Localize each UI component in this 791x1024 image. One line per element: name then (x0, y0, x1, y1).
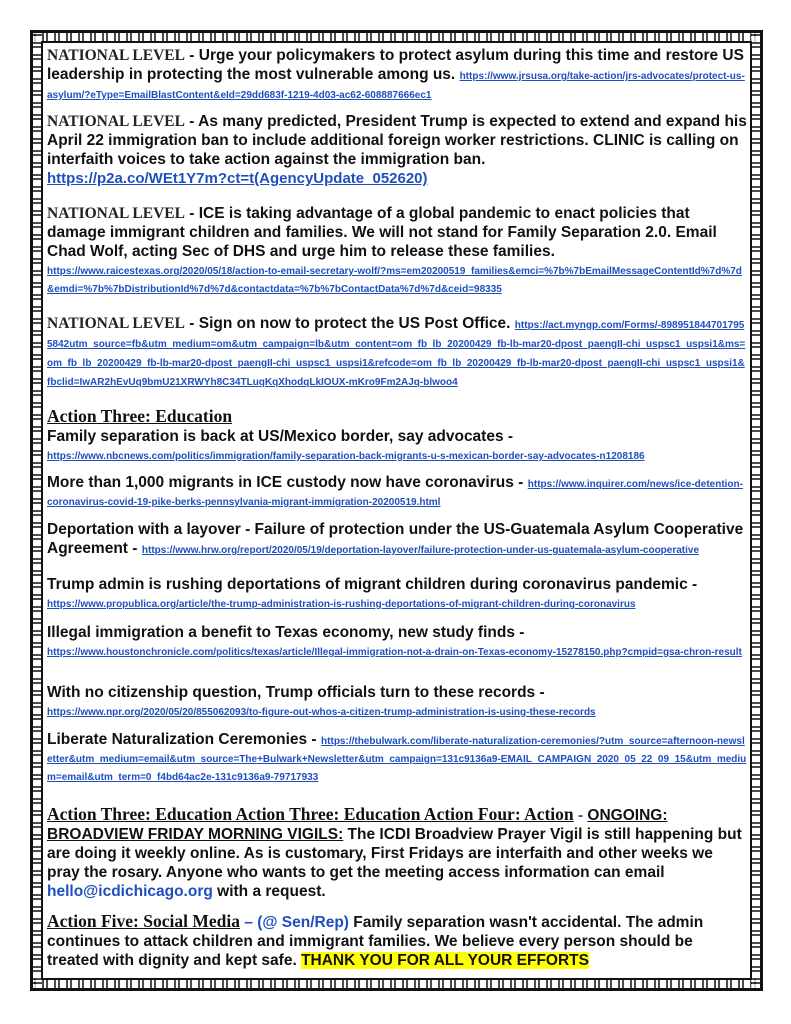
education-item-title: Deportation with a layover - Failure of protection under the US-Guatemala Asylum Cooperative Agreement - (47, 521, 744, 557)
education-item-7 (47, 730, 747, 785)
thank-you-highlight: THANK YOU FOR ALL YOUR EFFORTS (301, 952, 589, 969)
education-heading: Action Three: Education (47, 406, 233, 426)
national-item-2: NATIONAL LEVEL - As many predicted, President Trump is expected to extend and expand his April 22 immigration ban to include additional foreign worker restrictions. CLINIC is calling on interfaith voices to take action against the immigration ban. https://p2a.co/WEt1Y7m?ct=t(AgencyUpdate_052620) (47, 113, 747, 187)
education-item-title: More than 1,000 migrants in ICE custody now have coronavirus - (47, 474, 524, 491)
education-item-3 (47, 520, 747, 558)
action-five-section (47, 912, 747, 970)
national-item-link[interactable]: https://www.jrsusa.org/take-action/jrs-advocates/protect-us-asylum/?eType=EmailBlastContent&eId=29dd683f-1219-4d03-ac62-608887666ec1 (47, 71, 745, 101)
education-item-link[interactable]: https://www.nbcnews.com/politics/immigration/family-separation-back-migrants-u-s-mexican-border-say-advocates-n1208186 (47, 451, 645, 462)
education-item-title: Trump admin is rushing deportations of migrant children during coronavirus pandemic - (47, 576, 698, 593)
education-section (47, 406, 747, 464)
vigils-heading: ONGOING: BROADVIEW FRIDAY MORNING VIGILS: (47, 807, 668, 843)
education-item-link[interactable]: https://www.propublica.org/article/the-trump-administration-is-rushing-deportations-of-migrant-children-during-coronavirus (47, 599, 636, 610)
national-item-text: Urge your policymakers to protect asylum during this time and restore US leadership in protecting the most vulnerable among us. (47, 47, 744, 83)
national-item-3: NATIONAL LEVEL - ICE is taking advantage of a global pandemic to enact policies that damage immigrant children and families. We will not stand for Family Separation 2.0. Email Chad Wolf, acting Sec of DHS and urge him to release these families. https://www.raicestexas.org/2020/05/18/action-to-email-secretary-wolf/?ms=em20200519_families&emci=%7b%7bEmailMessageContentId%7d%7d&emdi=%7b%7bDistributionId%7d%7d&contactdata=%7b%7bContactData%7d%7d&ceid=98335 (47, 205, 742, 295)
national-item-text: Sign on now to protect the US Post Office. (198, 315, 511, 332)
national-item-text: ICE is taking advantage of a global pandemic to enact policies that damage immigrant children and families. We will not stand for Family Separation 2.0. Email Chad Wolf, acting Sec of DHS and urge him to release these families. (47, 205, 717, 260)
education-item-title: Liberate Naturalization Ceremonies - (47, 731, 317, 748)
education-item-title: Family separation is back at US/Mexico border, say advocates - (47, 428, 514, 445)
education-item-2 (47, 473, 747, 510)
education-item-link[interactable]: https://www.hrw.org/report/2020/05/19/deportation-layover/failure-protection-under-us-guatemala-asylum-cooperative (141, 545, 700, 556)
education-item-6 (47, 683, 747, 720)
education-item-link[interactable]: https://thebulwark.com/liberate-naturalization-ceremonies/?utm_source=afternoon-newsletter&utm_medium=email&utm_source=The+Bulwark+Newsletter&utm_campaign=131c9136a9-EMAIL_CAMPAIGN_2020_05_22_09_15&utm_medium=email&utm_term=0_f4bd64ac2e-131c9136a9-79717933 (47, 736, 747, 783)
national-item-4: NATIONAL LEVEL - Sign on now to protect the US Post Office. https://act.myngp.com/Forms/-8989518447017955842utm_source=fb&utm_medium=om&utm_campaign=lb&utm_content=om_fb_lb_20200429_fb-lb-mar20-dpost_paengII-chi_uspsc1_uspsi1&ms=om_fb_lb_20200429_fb-lb-mar20-dpost_paengII-chi_uspsc1_uspsi1&refcode=om_fb_lb_20200429_fb-lb-mar20-dpost_paengII-chi_uspsc1_uspsi1&fbclid=IwAR2hEvUq9bmU21XRWYh8C34TLuqKqXhodqLkIOUX-mKro9Fm2AJq-blwoo4 (47, 315, 746, 388)
education-item-4 (47, 575, 747, 612)
social-media-text: Family separation wasn't accidental. The admin continues to attack children and immigrant families. We believe every person should be treated with dignity and kept safe. (47, 914, 704, 969)
education-item-title: With no citizenship question, Trump officials turn to these records - (47, 684, 545, 701)
action-five-sep: – (239, 914, 258, 931)
action-four-dash: - (573, 807, 588, 824)
education-item-5 (47, 623, 747, 660)
national-item-1: NATIONAL LEVEL - Urge your policymakers to protect asylum during this time and restore US leadership in protecting the most vulnerable among us. https://www.jrsusa.org/take-action/jrs-advocates/protect-us-asylum/?eType=EmailBlastContent&eId=29dd683f-1219-4d03-ac62-608887666ec1 (47, 47, 745, 101)
vigils-text: The ICDI Broadview Prayer Vigil is still happening but are doing it weekly online. As is customary, First Fridays are interfaith and other weeks we pray the rosary. Anyone who wants to get the meeting access information can email (47, 826, 742, 881)
vigils-tail: with a request. (212, 883, 326, 900)
national-item-link[interactable]: https://p2a.co/WEt1Y7m?ct=t(AgencyUpdate_052620) (47, 170, 428, 187)
contact-email[interactable]: hello@icdichicago.org (47, 883, 213, 900)
action-five-heading: Action Five: Social Media (47, 911, 240, 931)
education-item-link[interactable]: https://www.inquirer.com/news/ice-detention-coronavirus-covid-19-pike-berks-pennsylvania-migrant-immigration-20200519.html (47, 479, 743, 508)
national-level-label: NATIONAL LEVEL (47, 205, 185, 222)
education-item-title: Illegal immigration a benefit to Texas economy, new study finds - (47, 624, 525, 641)
national-item-link[interactable]: https://www.raicestexas.org/2020/05/18/action-to-email-secretary-wolf/?ms=em20200519_families&emci=%7b%7bEmailMessageContentId%7d%7d&emdi=%7b%7bDistributionId%7d%7d&contactdata=%7b%7bContactData%7d%7d&ceid=98335 (47, 266, 742, 295)
action-four-heading: Action Three: Education Action Three: Education Action Four: Action (47, 804, 574, 824)
national-item-text: As many predicted, President Trump is expected to extend and expand his April 22 immigration ban to include additional foreign worker restrictions. CLINIC is calling on interfaith voices to take action against the immigration ban. (47, 113, 747, 168)
national-item-link[interactable]: https://act.myngp.com/Forms/-8989518447017955842utm_source=fb&utm_medium=om&utm_campaign=lb&utm_content=om_fb_lb_20200429_fb-lb-mar20-dpost_paengII-chi_uspsc1_uspsi1&ms=om_fb_lb_20200429_fb-lb-mar20-dpost_paengII-chi_uspsc1_uspsi1&refcode=om_fb_lb_20200429_fb-lb-mar20-dpost_paengII-chi_uspsc1_uspsi1&fbclid=IwAR2hEvUq9bmU21XRWYh8C34TLuqKqXhodqLkIOUX-mKro9Fm2AJq-blwoo4 (47, 320, 746, 388)
sen-rep-handle: (@ Sen/Rep) (257, 914, 349, 931)
national-level-label: NATIONAL LEVEL (47, 47, 185, 64)
action-four-section (47, 805, 747, 901)
national-level-label: NATIONAL LEVEL (47, 315, 185, 332)
education-item-link[interactable]: https://www.houstonchronicle.com/politics/texas/article/Illegal-immigration-not-a-drain-on-Texas-economy-15278150.php?cmpid=gsa-chron-result (47, 647, 742, 658)
education-item-link[interactable]: https://www.npr.org/2020/05/20/855062093/to-figure-out-whos-a-citizen-trump-administration-is-using-these-records (47, 707, 596, 718)
national-level-label: NATIONAL LEVEL (47, 113, 185, 130)
